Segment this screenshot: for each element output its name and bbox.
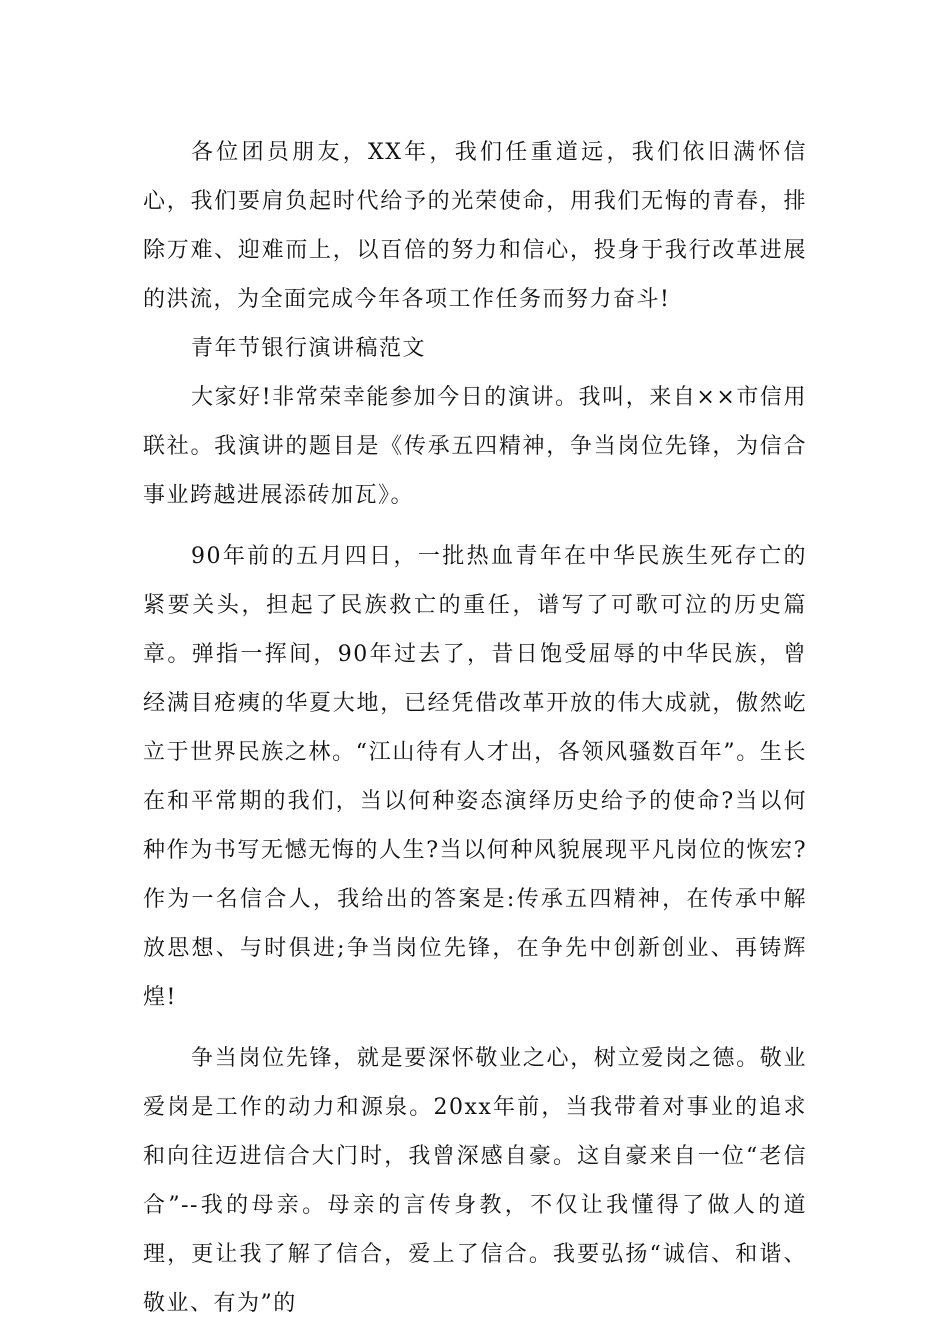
section-title: 青年节银行演讲稿范文: [191, 336, 427, 361]
paragraph-greeting: 大家好!非常荣幸能参加今日的演讲。我叫，来自××市信用联社。我演讲的题目是《传承五四精神，争当岗位先锋，为信合事业跨越进展添砖加瓦》。: [143, 385, 807, 508]
paragraph-closing-appeal: 各位团员朋友，XX年，我们任重道远，我们依旧满怀信心，我们要肩负起时代给予的光荣使命，用我们无悔的青春，排除万难、迎难而上，以百倍的努力和信心，投身于我行改革进展的洪流，为全面完成今年各项工作任务而努力奋斗!: [143, 140, 807, 312]
document-body: [143, 128, 807, 1328]
paragraph-post-pioneer: 争当岗位先锋，就是要深怀敬业之心，树立爱岗之德。敬业爱岗是工作的动力和源泉。20xx年前，当我带着对事业的追求和向往迈进信合大门时，我曾深感自豪。这自豪来自一位“老信合”--我的母亲。母亲的言传身教，不仅让我懂得了做人的道理，更让我了解了信合，爱上了信合。我要弘扬“诚信、和谐、敬业、有为”的: [143, 1046, 807, 1316]
paragraph-may-fourth: 90年前的五月四日，一批热血青年在中华民族生死存亡的紧要关头，担起了民族救亡的重任，谱写了可歌可泣的历史篇章。弹指一挥间，90年过去了，昔日饱受屈辱的中华民族，曾经满目疮痍的华夏大地，已经凭借改革开放的伟大成就，傲然屹立于世界民族之林。“江山待有人才出，各领风骚数百年”。生长在和平常期的我们，当以何种姿态演绎历史给予的使命?当以何种作为书写无憾无悔的人生?当以何种风貌展现平凡岗位的恢宏?作为一名信合人，我给出的答案是:传承五四精神，在传承中解放思想、与时俱进;争当岗位先锋，在争先中创新创业、再铸辉煌!: [143, 544, 807, 1010]
